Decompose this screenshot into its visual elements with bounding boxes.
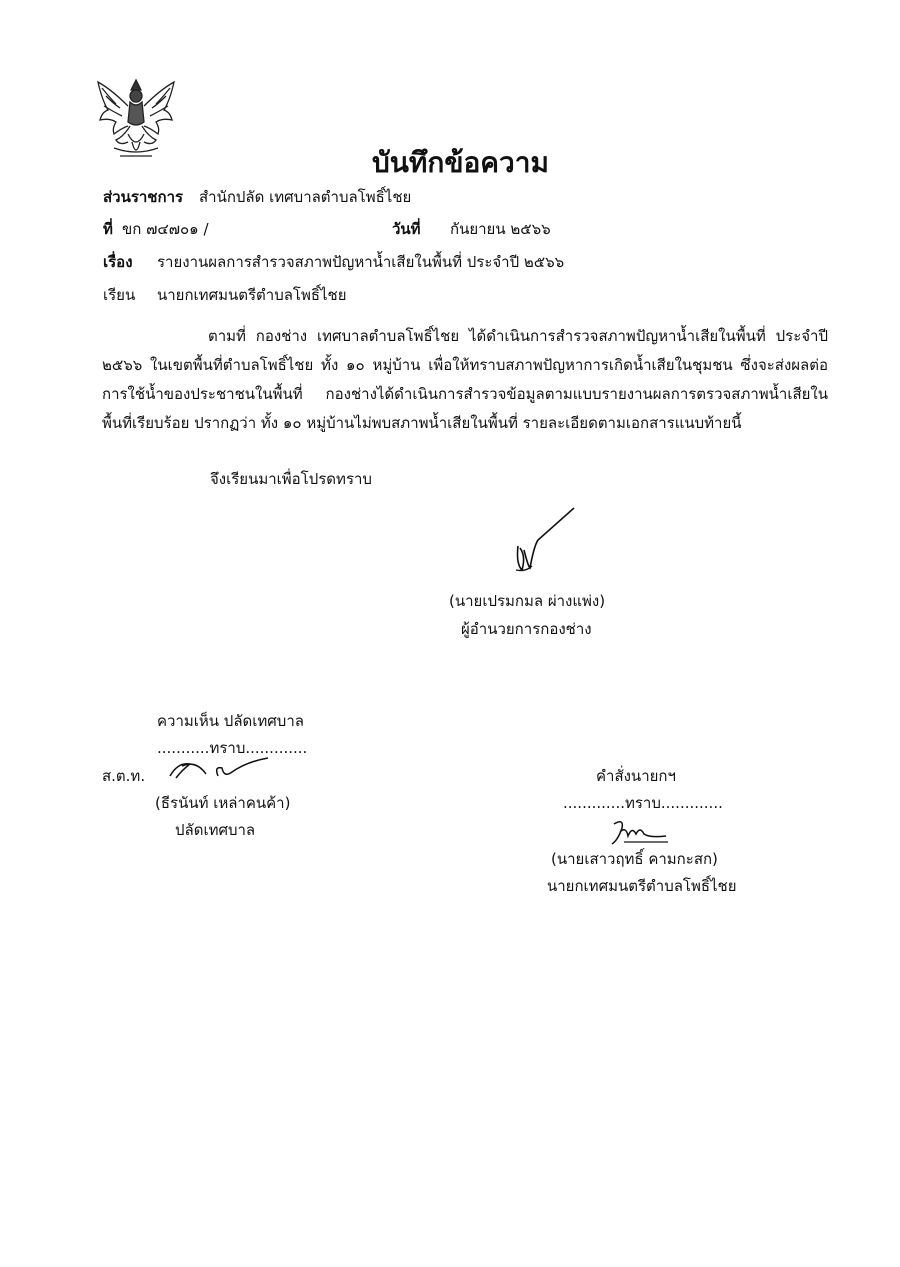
date-label: วันที่ (392, 220, 421, 238)
clerk-opinion-note: ...........ทราบ............. (157, 739, 308, 757)
mayor-order-heading: คำสั่งนายกฯ (596, 767, 676, 785)
subject-value: รายงานผลการสำรวจสภาพปัญหาน้ำเสียในพื้นที่ ประจำปี ๒๕๖๖ (157, 253, 565, 271)
agency-value: สำนักปลัด เทศบาลตำบลโพธิ์ไชย (199, 188, 412, 206)
mayor-name: (นายเสาวฤทธิ์ คามกะสก) (551, 850, 718, 868)
clerk-name: (ธีรนันท์ เหล่าคนค้า) (155, 794, 291, 812)
ref-label: ที่ (103, 220, 113, 238)
clerk-rank-prefix: ส.ต.ท. (102, 767, 146, 785)
director-name: (นายเปรมกมล ผ่างแพ่ง) (449, 592, 606, 610)
subject-label: เรื่อง (103, 253, 133, 271)
mayor-order-note: .............ทราบ............. (563, 794, 723, 812)
clerk-signature (168, 756, 272, 784)
director-signature (510, 506, 580, 576)
clerk-opinion-heading: ความเห็น ปลัดเทศบาล (157, 712, 304, 730)
clerk-position: ปลัดเทศบาล (175, 821, 256, 839)
memo-title: บันทึกข้อความ (372, 146, 549, 179)
body-paragraph: ตามที่ กองช่าง เทศบาลตำบลโพธิ์ไชย ได้ดำเนินการสำรวจสภาพปัญหาน้ำเสียในพื้นที่ ประจำปี ๒๕๖๖ ในเขตพื้นที่ตำบลโพธิ์ไชย ทั้ง ๑๐ หมู่บ้าน เพื่อให้ทราบสภาพปัญหาการเกิดน้ำเสียในชุมชน ซึ่งจะส่งผลต่อการใช้น้ำของประชาชนในพื้นที่ กองช่างได้ดำเนินการสำรวจข้อมูลตามแบบรายงานผลการตรวจสภาพน้ำเสียในพื้นที่เรียบร้อย ปรากฏว่า ทั้ง ๑๐ หมู่บ้านไม่พบสภาพน้ำเสียในพื้นที่ รายละเอียดตามเอกสารแนบท้ายนี้ (102, 327, 828, 432)
agency-label: ส่วนราชการ (103, 188, 184, 206)
to-label: เรียน (103, 286, 136, 304)
closing-line: จึงเรียนมาเพื่อโปรดทราบ (210, 470, 372, 488)
mayor-position: นายกเทศมนตรีตำบลโพธิ์ไชย (547, 877, 737, 895)
garuda-emblem (94, 76, 178, 162)
mayor-signature (610, 818, 670, 846)
to-value: นายกเทศมนตรีตำบลโพธิ์ไชย (157, 286, 347, 304)
director-position: ผู้อำนวยการกองช่าง (461, 620, 592, 638)
date-value: กันยายน ๒๕๖๖ (450, 220, 551, 238)
ref-value: ขก ๗๔๗๐๑ / (122, 220, 209, 238)
